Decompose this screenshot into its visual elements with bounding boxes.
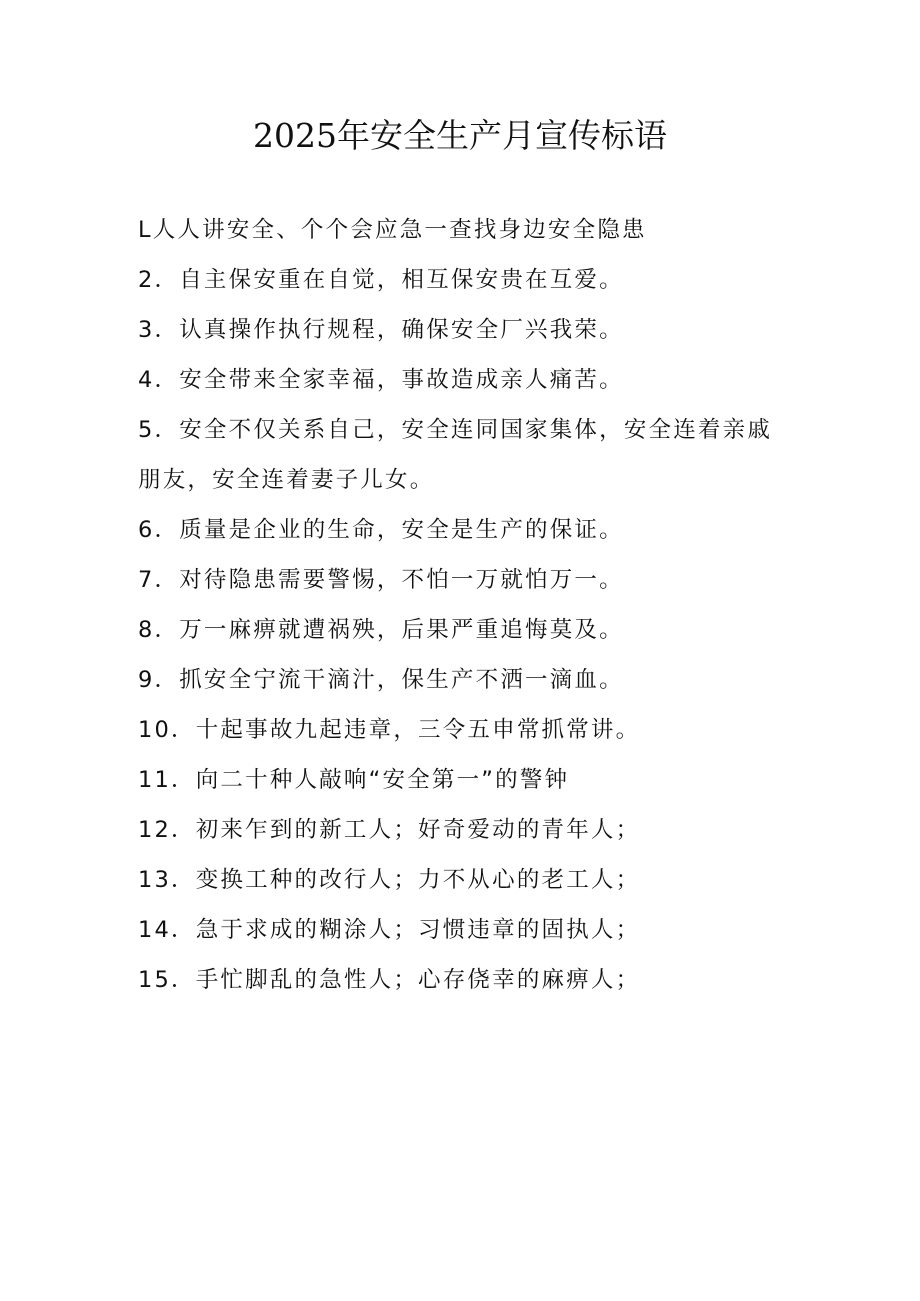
- list-item: [138, 405, 818, 505]
- list-item-text: 15．手忙脚乱的急性人；心存侥幸的麻痹人；: [138, 967, 641, 993]
- list-item-text: 5．安全不仅关系自己，安全连同国家集体，安全连着亲戚: [138, 417, 773, 443]
- list-item-text: 8．万一麻痹就遭祸殃，后果严重追悔莫及。: [138, 617, 624, 643]
- list-item-text: 3．认真操作执行规程，确保安全厂兴我荣。: [138, 317, 624, 343]
- list-item: [138, 505, 818, 555]
- list-item-text: 11．向二十种人敲响“安全第一”的警钟: [138, 767, 570, 793]
- list-item: [138, 605, 818, 655]
- list-item-text: 10．十起事故九起违章，三令五申常抓常讲。: [138, 717, 641, 743]
- list-item-text-continued: 朋友，安全连着妻子儿女。: [138, 467, 435, 493]
- list-item-text: 4．安全带来全家幸福，事故造成亲人痛苦。: [138, 367, 624, 393]
- list-item: [138, 305, 818, 355]
- list-item: [138, 255, 818, 305]
- list-item: [138, 855, 818, 905]
- list-item: [138, 705, 818, 755]
- document-title: 2025年安全生产月宣传标语: [253, 116, 667, 155]
- list-item-text: 9．抓安全宁流干滴汁，保生产不洒一滴血。: [138, 667, 624, 693]
- list-item-text: L人人讲安全、个个会应急一查找身边安全隐患: [138, 217, 647, 243]
- list-item-text: 12．初来乍到的新工人；好奇爱动的青年人；: [138, 817, 641, 843]
- list-item: [138, 955, 818, 1005]
- list-item: [138, 655, 818, 705]
- list-item: [138, 555, 818, 605]
- list-item-text: 14．急于求成的糊涂人；习惯违章的固执人；: [138, 917, 641, 943]
- list-item: [138, 755, 818, 805]
- list-item-text: 2．自主保安重在自觉，相互保安贵在互爱。: [138, 267, 624, 293]
- list-item-text: 6．质量是企业的生命，安全是生产的保证。: [138, 517, 624, 543]
- list-item-text: 7．对待隐患需要警惕，不怕一万就怕万一。: [138, 567, 624, 593]
- list-item: [138, 205, 818, 255]
- list-item: [138, 805, 818, 855]
- list-item-text: 13．变换工种的改行人；力不从心的老工人；: [138, 867, 641, 893]
- slogan-list: [138, 205, 818, 1005]
- list-item: [138, 905, 818, 955]
- list-item: [138, 355, 818, 405]
